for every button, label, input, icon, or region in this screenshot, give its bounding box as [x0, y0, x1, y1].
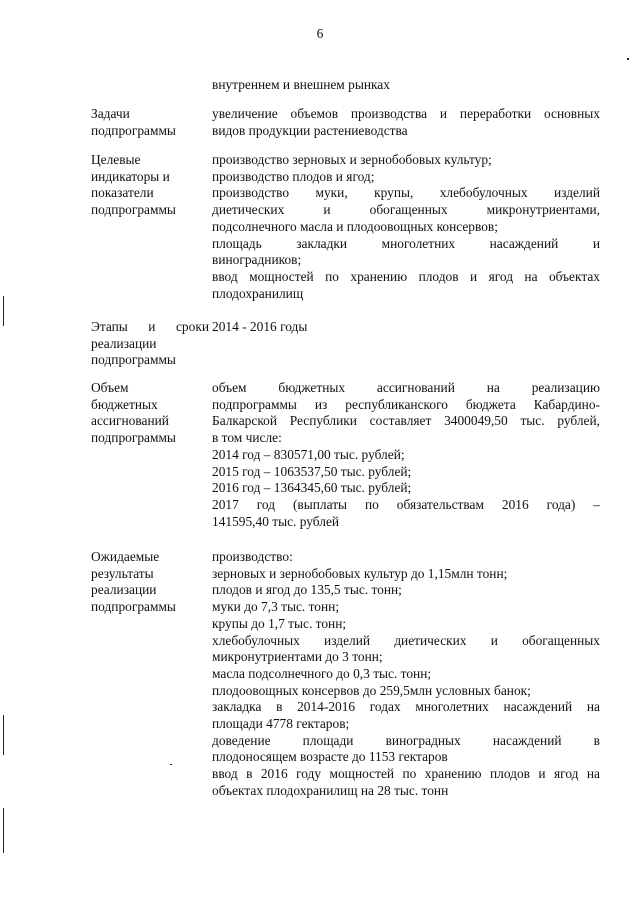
content-line: 2015 год – 1063537,50 тыс. рублей;: [212, 463, 412, 479]
content-line: доведение площади виноградных насаждений в: [212, 732, 600, 748]
section-label-tasks: [91, 106, 209, 139]
content-line: ввод в 2016 году мощностей по хранению плодов и ягод на: [212, 766, 600, 782]
section-label-indicators: [91, 152, 209, 219]
content-line: увеличение объемов производства и переработки основных: [212, 106, 600, 121]
content-line: 2017 год (выплаты по обязательствам 2016 года) –: [212, 496, 600, 512]
section-content-tasks: [212, 106, 600, 139]
content-line: хлебобулочных изделий диетических и обогащенных: [212, 632, 600, 648]
section-content-indicators: [212, 152, 600, 302]
label-line: подпрограммы: [91, 430, 176, 446]
content-line: площади 4778 гектаров;: [212, 716, 350, 732]
content-line: крупы до 1,7 тыс. тонн;: [212, 615, 347, 631]
content-line: 141595,40 тыс. рублей: [212, 513, 340, 529]
section-label-results: [91, 549, 209, 616]
content-line: зерновых и зернобобовых культур до 1,15млн тонн;: [212, 565, 508, 581]
label-line: реализации: [91, 582, 157, 598]
label-line: реализации: [91, 335, 157, 351]
section-label-stages: [91, 319, 209, 369]
section-content-budget: [212, 380, 600, 530]
label-line: результаты: [91, 565, 154, 581]
scan-artifact: [170, 764, 172, 765]
label-line: индикаторы и: [91, 168, 170, 184]
content-line: 2014 год – 830571,00 тыс. рублей;: [212, 446, 405, 462]
content-line: подсолнечного масла и плодоовощных консервов;: [212, 218, 498, 234]
scan-artifact: [3, 296, 4, 326]
content-line: плодоовощных консервов до 259,5млн условных банок;: [212, 682, 531, 698]
content-line: объем бюджетных ассигнований на реализацию: [212, 380, 600, 395]
content-line: 2016 год – 1364345,60 тыс. рублей;: [212, 480, 412, 496]
content-line: в том числе:: [212, 430, 282, 446]
label-line: Ожидаемые: [91, 549, 160, 564]
content-line: Балкарской Республики составляет 3400049,50 тыс. рублей,: [212, 413, 600, 429]
label-line: подпрограммы: [91, 122, 176, 138]
label-line: Задачи: [91, 106, 130, 121]
content-line: производство:: [212, 549, 293, 564]
content-line: подпрограммы из республиканского бюджета Кабардино-: [212, 396, 600, 412]
content-line: виноградников;: [212, 252, 302, 268]
scan-artifact: [3, 715, 4, 755]
label-line: подпрограммы: [91, 202, 176, 218]
label-line: показатели: [91, 185, 154, 201]
label-line: Целевые: [91, 152, 141, 167]
content-line: плодохранилищ: [212, 285, 304, 301]
label-line: Этапы и сроки: [91, 319, 209, 334]
content-line: плодов и ягод до 135,5 тыс. тонн;: [212, 582, 402, 598]
content-line: видов продукции растениеводства: [212, 122, 408, 138]
content-line: площадь закладки многолетних насаждений и: [212, 235, 600, 251]
label-line: подпрограммы: [91, 599, 176, 615]
label-line: ассигнований: [91, 413, 169, 429]
content-line: производство зерновых и зернобобовых культур;: [212, 152, 492, 167]
content-line: 2014 - 2016 годы: [212, 319, 308, 334]
section-content-stages: [212, 319, 600, 336]
content-line: масла подсолнечного до 0,3 тыс. тонн;: [212, 665, 432, 681]
scan-artifact: [3, 808, 4, 853]
content-line: производство муки, крупы, хлебобулочных изделий: [212, 185, 600, 201]
label-line: бюджетных: [91, 396, 158, 412]
content-line: объектах плодохранилищ на 28 тыс. тонн: [212, 782, 449, 798]
content-line: микронутриентами до 3 тонн;: [212, 649, 383, 665]
page-number: 6: [316, 26, 324, 41]
content-line: производство плодов и ягод;: [212, 168, 375, 184]
content-line: диетических и обогащенных микронутриентами,: [212, 202, 600, 218]
intro-line: внутреннем и внешнем рынках: [212, 77, 390, 92]
content-line: ввод мощностей по хранению плодов и ягод на объектах: [212, 268, 600, 284]
content-line: закладка в 2014-2016 годах многолетних насаждений на: [212, 699, 600, 715]
section-content-results: [212, 549, 600, 800]
content-line: плодоносящем возрасте до 1153 гектаров: [212, 749, 448, 765]
section-label-budget: [91, 380, 209, 447]
content-line: муки до 7,3 тыс. тонн;: [212, 599, 340, 615]
scan-artifact: [627, 58, 629, 60]
label-line: Объем: [91, 380, 129, 395]
label-line: подпрограммы: [91, 352, 176, 368]
